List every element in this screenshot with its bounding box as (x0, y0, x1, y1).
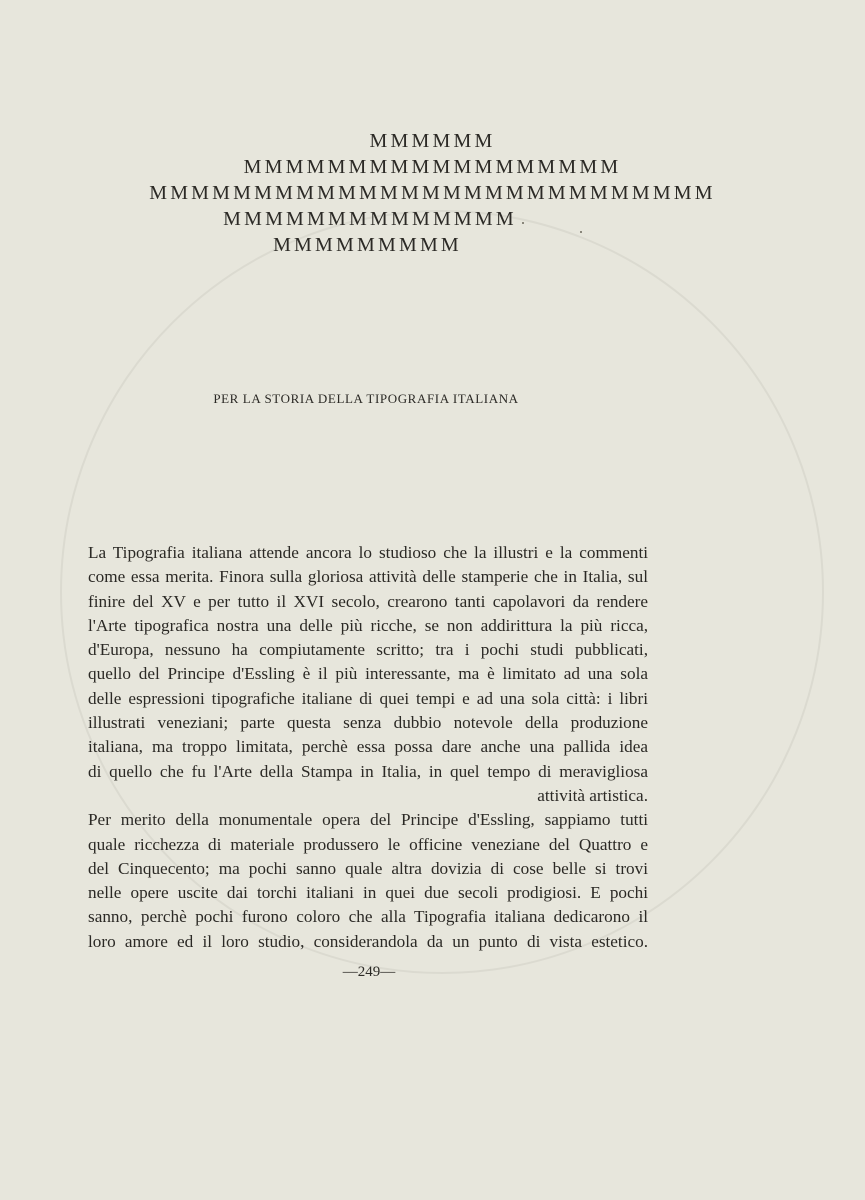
ornament-row-1: MMMMMM (369, 130, 496, 152)
text-line: finire del XV e per tutto il XVI secolo, crearono tanti capolavori da rendere (88, 591, 648, 611)
text-line: delle espressioni tipografiche italiane di quei tempi e ad una sola città: i libri (88, 688, 648, 708)
ornament-row-3: MMMMMMMMMMMMMMMMMMMMMMMMMMM (149, 182, 716, 204)
text-line: quale ricchezza di materiale produssero le officine veneziane del Quattro e (88, 834, 648, 854)
text-line: attività artistica. (537, 785, 648, 805)
text-line: quello del Principe d'Essling è il più interessante, ma è limitato ad una sola (88, 664, 648, 684)
text-line: La Tipografia italiana attende ancora lo studioso che la illustri e la commenti (88, 543, 648, 562)
ornament-row-2: MMMMMMMMMMMMMMMMMM (243, 156, 622, 178)
text-line: illustrati veneziani; parte questa senza dubbio notevole della produzione (88, 713, 648, 733)
section-heading: PER LA STORIA DELLA TIPOGRAFIA ITALIANA (213, 391, 519, 406)
page-number: —249— (342, 964, 396, 980)
text-line: l'Arte tipografica nostra una delle più ricche, se non addirittura la più ricca, (88, 615, 648, 635)
text-line: del Cinquecento; ma pochi sanno quale altra dovizia di cose belle si trovi (88, 858, 648, 878)
text-line: sanno, perchè pochi furono coloro che alla Tipografia italiana dedicarono il (88, 907, 648, 927)
body-text (88, 541, 648, 954)
ornament-row-5: MMMMMMMMM (273, 234, 462, 256)
text-line: come essa merita. Finora sulla gloriosa attività delle stamperie che in Italia, sul (88, 567, 648, 587)
text-line: nelle opere uscite dai torchi italiani in quei due secoli prodigiosi. E pochi (88, 883, 648, 903)
text-line: italiana, ma troppo limitata, perchè essa possa dare anche una pallida idea (88, 737, 648, 757)
ornament-row-4: MMMMMMMMMMMMMM (223, 208, 517, 230)
text-line: loro amore ed il loro studio, considerandola da un punto di vista estetico. (88, 931, 648, 951)
text-line: Per merito della monumentale opera del Principe d'Essling, sappiamo tutti (88, 810, 648, 830)
text-line: di quello che fu l'Arte della Stampa in Italia, in quel tempo di meravigliosa (88, 761, 648, 781)
text-line: d'Europa, nessuno ha compiutamente scritto; tra i pochi studi pubblicati, (88, 640, 648, 660)
